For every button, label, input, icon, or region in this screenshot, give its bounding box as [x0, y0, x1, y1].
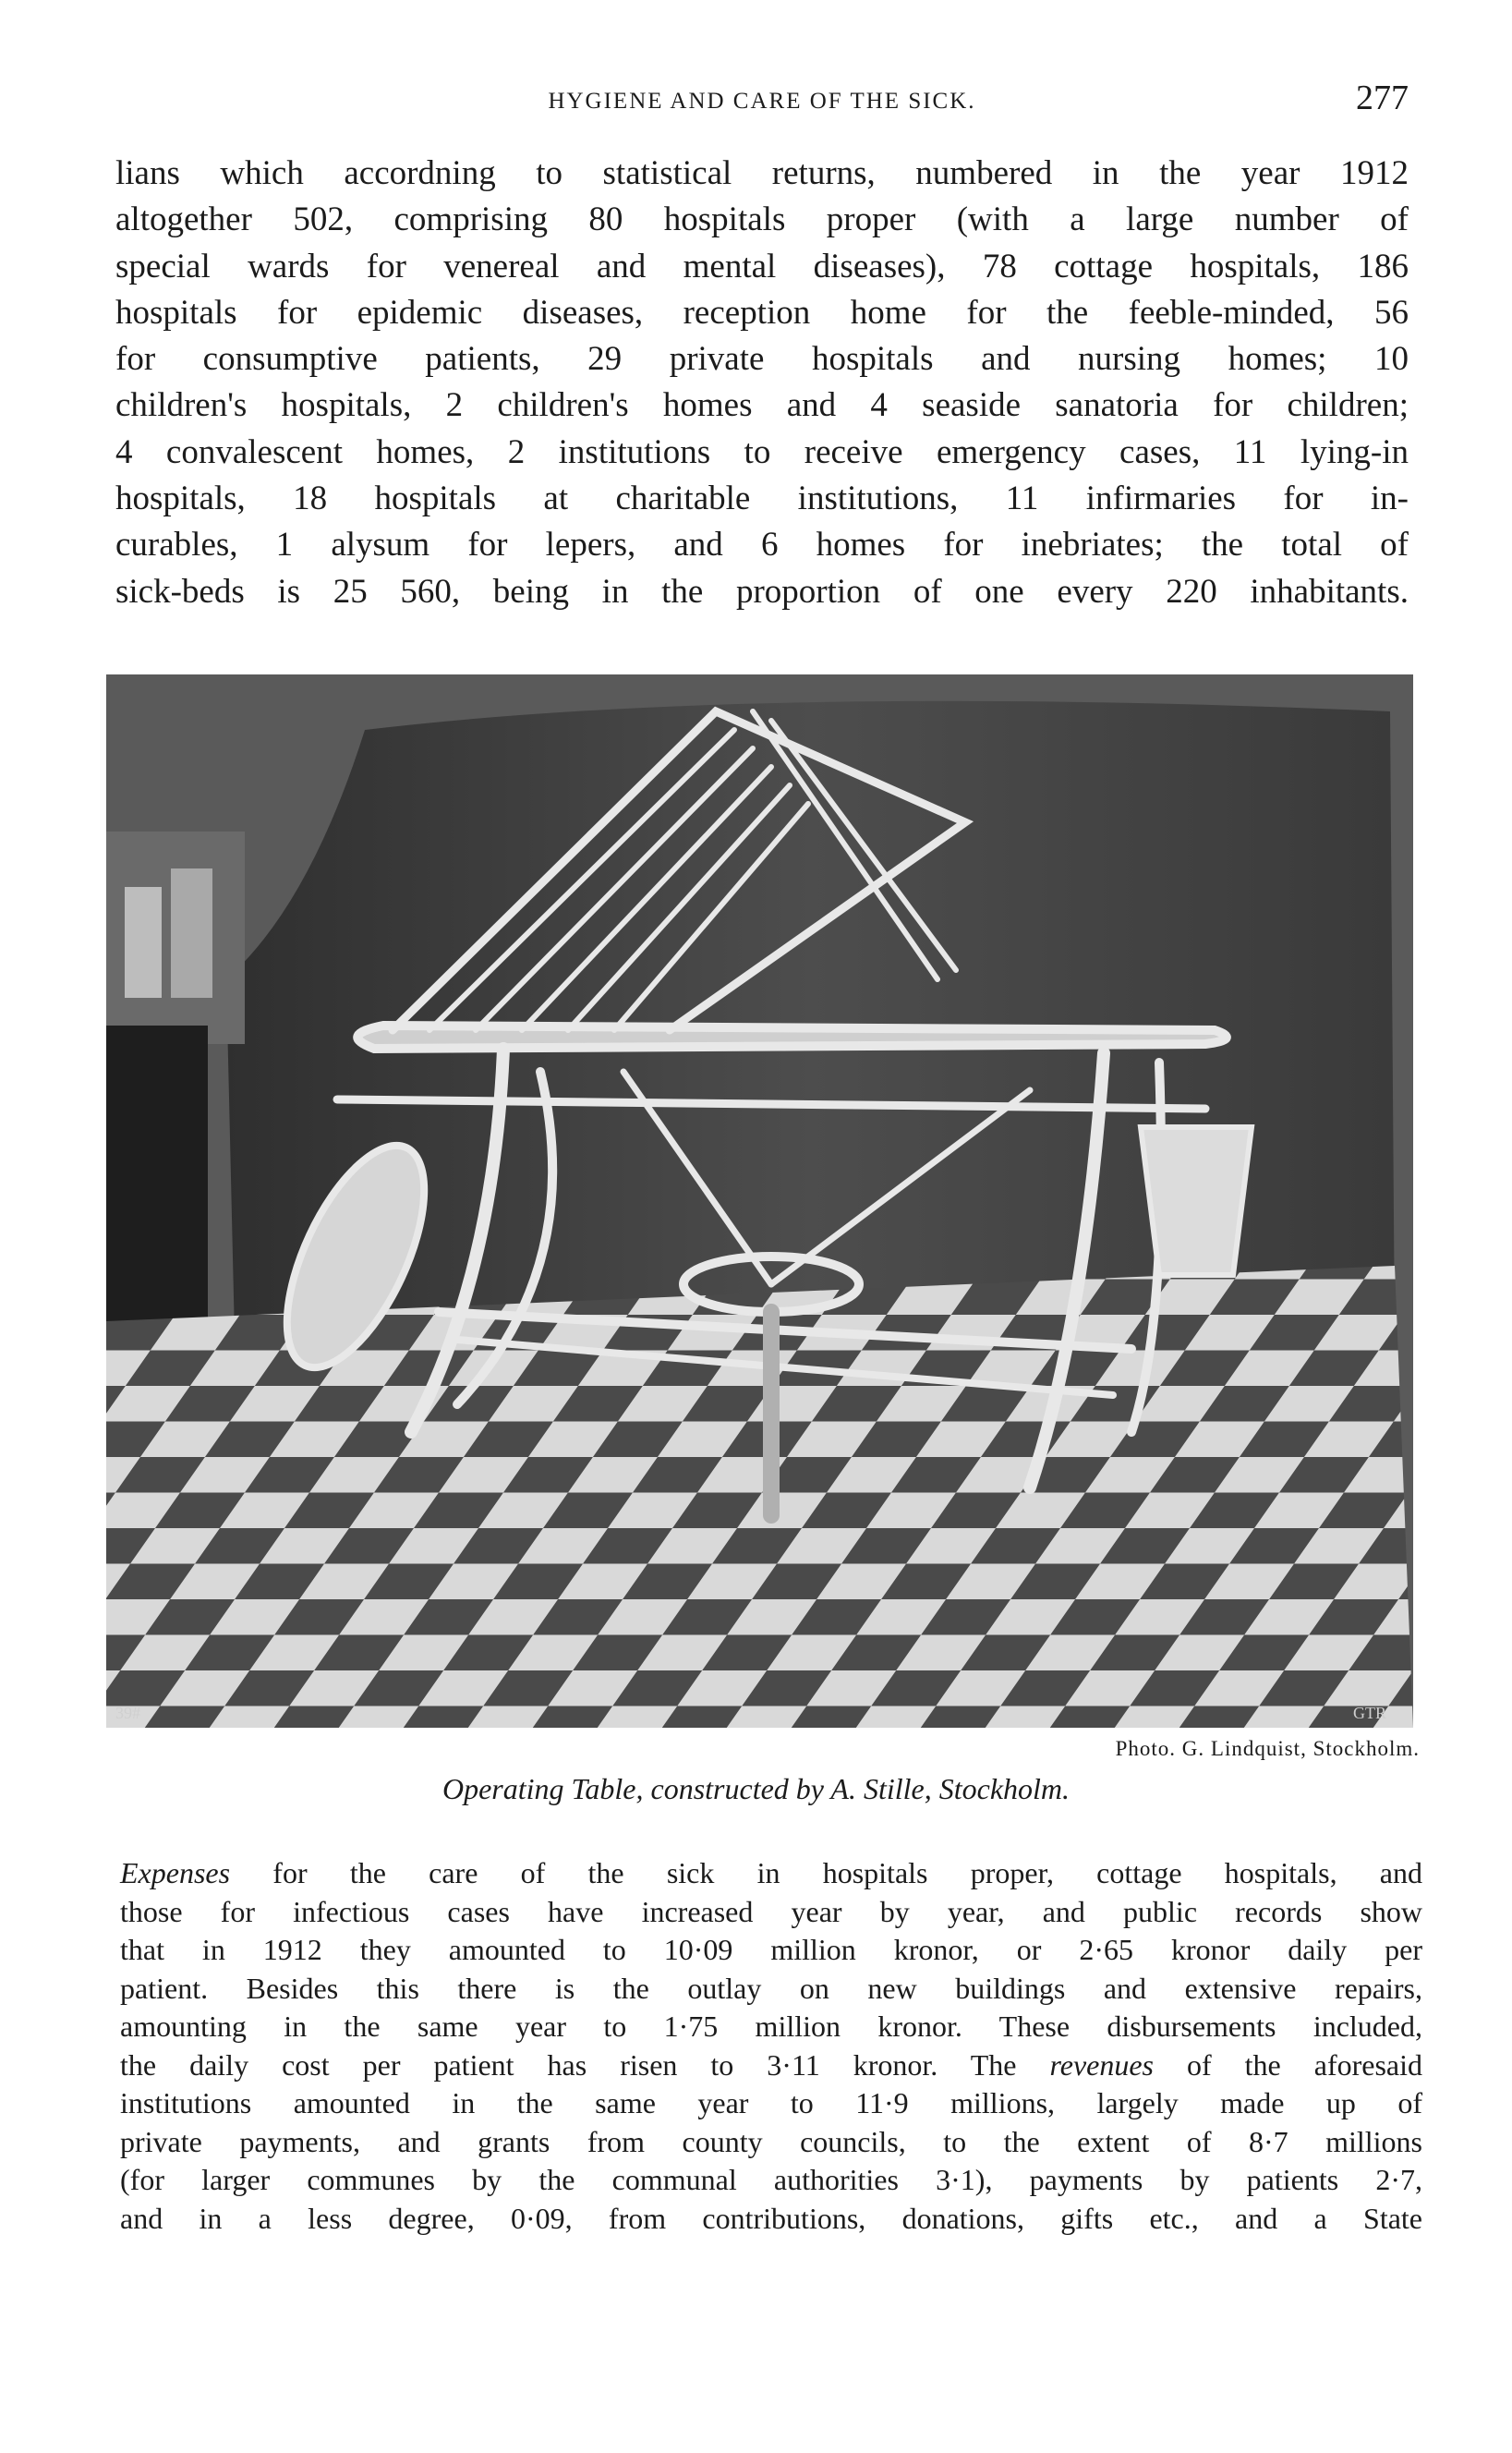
- text-line: 4 convalescent homes, 2 institutions to receive emergency cases, 11 lying-in: [115, 432, 1409, 471]
- jar: [171, 868, 212, 998]
- text-run: of the aforesaid: [1154, 2047, 1423, 2082]
- page-number: 277: [1356, 79, 1409, 117]
- text-line: (for larger communes by the communal authorities 3·1), payments by patients 2·7,: [120, 2163, 1422, 2196]
- text-line: those for infectious cases have increased year by year, and public records show: [120, 1894, 1422, 1928]
- text-line: for consumptive patients, 29 private hospitals and nursing homes; 10: [115, 340, 1409, 379]
- paragraph-hospital-statistics: [115, 151, 1409, 615]
- running-title: HYGIENE AND CARE OF THE SICK.: [548, 89, 976, 114]
- photo-illustration: [106, 674, 1413, 1728]
- photo-credit: Photo. G. Lindquist, Stockholm.: [1115, 1737, 1420, 1760]
- running-head: [115, 79, 1409, 122]
- text-line: sick-beds is 25 560, being in the proportion of one every 220 inhabitants.: [115, 572, 1409, 611]
- plate-mark-left: 39#: [115, 1704, 140, 1722]
- text-line: and in a less degree, 0·09, from contributions, donations, gifts etc., and a State: [120, 2201, 1422, 2235]
- text-run: the daily cost per patient has risen to 3·11 kronor. The: [120, 2047, 1050, 2082]
- paragraph-expenses: [120, 1854, 1422, 2238]
- operating-table-photograph: [106, 674, 1413, 1728]
- text-line: patient. Besides this there is the outlay on new buildings and extensive repairs,: [120, 1971, 1422, 2005]
- text-line: private payments, and grants from county councils, to the extent of 8·7 millions: [120, 2124, 1422, 2158]
- cabinet: [106, 1026, 208, 1321]
- text-line: institutions amounted in the same year to 11·9 millions, largely made up of: [120, 2086, 1422, 2119]
- text-line: hospitals, 18 hospitals at charitable institutions, 11 infirmaries for in-: [115, 480, 1409, 518]
- text-line: special wards for venereal and mental diseases), 78 cottage hospitals, 186: [115, 247, 1409, 285]
- text-line: [120, 2046, 1422, 2085]
- text-line: [120, 1854, 1422, 1893]
- text-line: hospitals for epidemic diseases, reception home for the feeble-minded, 56: [115, 293, 1409, 332]
- jar: [125, 887, 162, 998]
- text-run: for the care of the sick in hospitals proper, cottage hospitals, and: [230, 1856, 1422, 1889]
- text-line: that in 1912 they amounted to 10·09 million kronor, or 2·65 kronor daily per: [120, 1933, 1422, 1966]
- italic-term: revenues: [1049, 2047, 1154, 2082]
- text-line: curables, 1 alysum for lepers, and 6 homes for inebriates; the total of: [115, 526, 1409, 565]
- text-line: lians which accordning to statistical returns, numbered in the year 1912: [115, 154, 1409, 192]
- plate-mark-right: GTR: [1353, 1704, 1386, 1722]
- figure-caption: Operating Table, constructed by A. Stille, Stockholm.: [442, 1772, 1070, 1805]
- italic-term: Expenses: [120, 1856, 231, 1889]
- text-line: altogether 502, comprising 80 hospitals proper (with a large number of: [115, 200, 1409, 239]
- text-line: children's hospitals, 2 children's homes and 4 seaside sanatoria for children;: [115, 386, 1409, 425]
- text-line: amounting in the same year to 1·75 million kronor. These disbursements included,: [120, 2010, 1422, 2043]
